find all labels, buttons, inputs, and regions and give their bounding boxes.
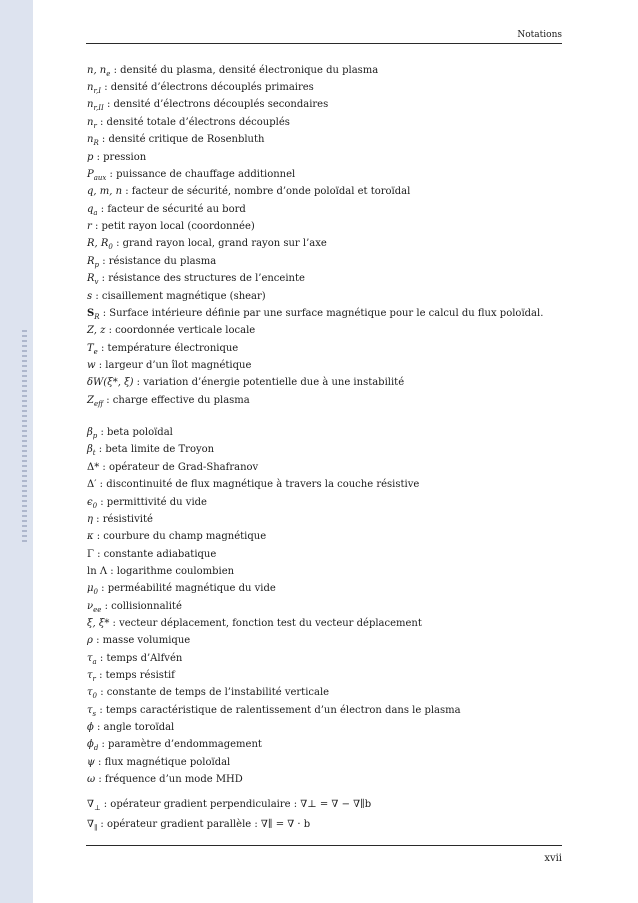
notation-subscript: ee bbox=[93, 606, 102, 614]
notation-subscript: p bbox=[92, 432, 98, 440]
notation-definition: : résistance des structures de l’enceinte bbox=[98, 273, 305, 284]
notation-subscript: eff bbox=[93, 400, 104, 408]
notation-definition: : résistance du plasma bbox=[99, 256, 217, 267]
notation-definition: : angle toroïdal bbox=[93, 722, 175, 733]
notation-subscript: r bbox=[92, 675, 96, 683]
notation-symbol: ϕ bbox=[87, 722, 94, 733]
notation-entry bbox=[87, 738, 262, 755]
notation-definition: : densité d’électrons découplés primaires bbox=[101, 82, 314, 93]
notation-symbol: β bbox=[87, 444, 93, 455]
notation-definition: : densité du plasma, densité électronique du plasma bbox=[110, 65, 379, 76]
notation-definition: : flux magnétique poloïdal bbox=[94, 757, 231, 768]
notation-symbol: τ bbox=[87, 670, 93, 681]
notation-definition: : facteur de sécurité au bord bbox=[97, 204, 246, 215]
notation-symbol: n bbox=[87, 82, 94, 93]
notation-definition: : charge effective du plasma bbox=[103, 395, 250, 406]
notation-definition: : coordonnée verticale locale bbox=[105, 325, 256, 336]
notation-symbol: δW(ξ*, ξ) bbox=[87, 377, 134, 388]
notation-symbol: ρ bbox=[87, 635, 93, 646]
notation-symbol: s bbox=[87, 291, 93, 302]
notation-definition: : Surface intérieure définie par une surface magnétique pour le calcul du flux poloïdal. bbox=[99, 308, 544, 319]
notation-symbol: μ bbox=[87, 583, 94, 594]
notation-subscript: a bbox=[92, 658, 97, 666]
notation-definition: : beta poloïdal bbox=[97, 427, 173, 438]
notation-symbol: w bbox=[87, 360, 96, 371]
notation-entry bbox=[87, 818, 310, 835]
notation-definition: : densité totale d’électrons découplés bbox=[96, 117, 290, 128]
notation-subscript: R bbox=[93, 139, 99, 147]
notation-symbol: τ bbox=[87, 705, 93, 716]
notation-entry bbox=[87, 81, 314, 98]
notation-symbol: Γ bbox=[87, 549, 94, 560]
notation-definition: : densité critique de Rosenbluth bbox=[98, 134, 265, 145]
notation-subscript: r bbox=[93, 122, 97, 130]
notation-symbol: η bbox=[87, 514, 93, 525]
notation-subscript: e bbox=[93, 348, 98, 356]
notation-symbol: Δ′ bbox=[87, 479, 97, 490]
notation-entry bbox=[87, 582, 276, 599]
notation-definition: : puissance de chauffage additionnel bbox=[106, 169, 296, 180]
notation-entry bbox=[87, 237, 327, 254]
margin-watermark-text bbox=[21, 330, 29, 545]
notation-entry bbox=[87, 798, 371, 815]
notation-symbol: Z bbox=[87, 395, 94, 406]
notation-entry bbox=[87, 307, 543, 324]
notation-entry bbox=[87, 686, 329, 703]
notation-entry bbox=[87, 461, 258, 475]
notation-definition: : fréquence d’un mode MHD bbox=[95, 774, 243, 785]
notation-definition: : température électronique bbox=[97, 343, 239, 354]
notation-subscript: ⊥ bbox=[93, 804, 101, 812]
notation-entry bbox=[87, 98, 328, 115]
notation-symbol: ν bbox=[87, 601, 94, 612]
notation-entry bbox=[87, 548, 216, 562]
notation-symbol: r bbox=[87, 221, 92, 232]
notation-symbol: P bbox=[87, 169, 94, 180]
notation-definition: : constante adiabatique bbox=[93, 549, 217, 560]
notation-definition: : densité d’électrons découplés secondaires bbox=[103, 99, 329, 110]
notation-entry bbox=[87, 133, 264, 150]
notation-symbol: n, n bbox=[87, 65, 107, 76]
notation-subscript: e bbox=[106, 70, 111, 78]
notation-subscript: v bbox=[94, 278, 99, 286]
notation-symbol: ϵ bbox=[87, 497, 93, 508]
notation-subscript: d bbox=[93, 744, 99, 752]
notation-symbol: ξ, ξ* bbox=[87, 618, 110, 629]
notation-symbol: ϕ bbox=[87, 739, 94, 750]
notation-entry bbox=[87, 220, 255, 234]
notation-symbol: S bbox=[87, 308, 95, 319]
notation-definition: : vecteur déplacement, fonction test du vecteur déplacement bbox=[109, 618, 422, 629]
notation-definition: : temps résistif bbox=[95, 670, 175, 681]
notation-subscript: p bbox=[94, 261, 100, 269]
notation-definition: : perméabilité magnétique du vide bbox=[97, 583, 276, 594]
notation-entry bbox=[87, 530, 266, 544]
notation-symbol: κ bbox=[87, 531, 94, 542]
notation-symbol: ω bbox=[87, 774, 96, 785]
notation-definition: : logarithme coulombien bbox=[107, 566, 235, 577]
notation-entry bbox=[87, 478, 419, 492]
footer-rule bbox=[86, 845, 562, 846]
notation-entry bbox=[87, 185, 410, 199]
notation-definition: : paramètre d’endommagement bbox=[98, 739, 262, 750]
notation-definition: : temps caractéristique de ralentissement d’un électron dans le plasma bbox=[96, 705, 461, 716]
notation-definition: : opérateur de Grad-Shafranov bbox=[99, 462, 259, 473]
notation-definition: : facteur de sécurité, nombre d’onde poloïdal et toroïdal bbox=[122, 186, 411, 197]
notation-symbol: ψ bbox=[87, 757, 95, 768]
notation-subscript: 0 bbox=[108, 243, 113, 251]
notation-definition: : permittivité du vide bbox=[97, 497, 207, 508]
notation-definition: : masse volumique bbox=[92, 635, 191, 646]
notation-entry bbox=[87, 565, 234, 579]
notation-entry bbox=[87, 394, 250, 411]
notation-symbol: β bbox=[87, 427, 93, 438]
notation-symbol: n bbox=[87, 117, 94, 128]
running-header: Notations bbox=[517, 30, 562, 40]
notation-definition: : largeur d’un îlot magnétique bbox=[95, 360, 252, 371]
notation-entry bbox=[87, 721, 174, 735]
notation-definition: : collisionnalité bbox=[101, 601, 182, 612]
notation-entry bbox=[87, 756, 230, 770]
notation-entry bbox=[87, 513, 153, 527]
notation-symbol: R bbox=[87, 256, 95, 267]
notation-symbol: Δ* bbox=[87, 462, 100, 473]
notation-symbol: p bbox=[87, 152, 94, 163]
notation-entry bbox=[87, 272, 305, 289]
notation-symbol: ln Λ bbox=[87, 566, 108, 577]
notation-entry bbox=[87, 496, 207, 513]
notation-entry bbox=[87, 255, 216, 272]
notation-entry bbox=[87, 704, 461, 721]
notation-entry bbox=[87, 652, 182, 669]
notation-entry bbox=[87, 600, 182, 617]
notation-subscript: ∥ bbox=[93, 824, 98, 832]
notation-definition: : résistivité bbox=[93, 514, 153, 525]
notation-definition: : discontinuité de flux magnétique à travers la couche résistive bbox=[96, 479, 420, 490]
notation-definition: : variation d’énergie potentielle due à une instabilité bbox=[133, 377, 405, 388]
header-rule bbox=[86, 43, 562, 44]
notation-entry bbox=[87, 376, 404, 390]
notation-subscript: 0 bbox=[92, 502, 98, 510]
notation-definition: : temps d’Alfvén bbox=[96, 653, 183, 664]
notation-definition: : opérateur gradient perpendiculaire : ∇⊥ = ∇ − ∇∥b bbox=[100, 799, 372, 810]
notation-entry bbox=[87, 151, 146, 165]
notation-subscript: 0 bbox=[93, 588, 98, 596]
notation-entry bbox=[87, 773, 243, 787]
notation-subscript: s bbox=[92, 710, 97, 718]
notation-symbol: Z, z bbox=[87, 325, 106, 336]
notation-definition: : grand rayon local, grand rayon sur l’axe bbox=[112, 238, 327, 249]
notation-definition: : cisaillement magnétique (shear) bbox=[92, 291, 266, 302]
notation-subscript: aux bbox=[93, 174, 107, 182]
notation-symbol: ∇ bbox=[87, 799, 94, 810]
notation-subscript: r,I bbox=[93, 87, 102, 95]
page-number: xvii bbox=[544, 853, 562, 864]
notation-symbol: n bbox=[87, 99, 94, 110]
notation-symbol: n bbox=[87, 134, 94, 145]
notation-entry bbox=[87, 168, 295, 185]
notation-entry bbox=[87, 617, 422, 631]
notation-symbol: T bbox=[87, 343, 94, 354]
notation-definition: : beta limite de Troyon bbox=[95, 444, 215, 455]
notation-entry bbox=[87, 342, 238, 359]
notation-subscript: 0 bbox=[92, 692, 98, 700]
notation-definition: : constante de temps de l’instabilité verticale bbox=[97, 687, 330, 698]
notation-symbol: ∇ bbox=[87, 819, 94, 830]
notation-entry bbox=[87, 64, 378, 81]
notation-definition: : opérateur gradient parallèle : ∇∥ = ∇ · b bbox=[97, 819, 311, 830]
notation-entry bbox=[87, 359, 251, 373]
notation-entry bbox=[87, 443, 214, 460]
notation-entry bbox=[87, 324, 255, 338]
notation-entry bbox=[87, 116, 290, 133]
notation-subscript: R bbox=[94, 313, 100, 321]
notation-subscript: r,II bbox=[93, 104, 104, 112]
notation-symbol: τ bbox=[87, 687, 93, 698]
notation-definition: : courbure du champ magnétique bbox=[93, 531, 267, 542]
notation-entry bbox=[87, 634, 190, 648]
notation-symbol: q bbox=[87, 204, 94, 215]
notation-entry bbox=[87, 203, 246, 220]
notation-symbol: q, m, n bbox=[87, 186, 123, 197]
notation-definition: : pression bbox=[93, 152, 147, 163]
notation-subscript: a bbox=[93, 209, 98, 217]
notation-entry bbox=[87, 426, 173, 443]
notation-entry bbox=[87, 290, 266, 304]
notation-definition: : petit rayon local (coordonnée) bbox=[91, 221, 255, 232]
notation-entry bbox=[87, 669, 175, 686]
notation-symbol: R bbox=[87, 273, 95, 284]
notation-symbol: τ bbox=[87, 653, 93, 664]
notation-symbol: R, R bbox=[87, 238, 109, 249]
notation-subscript: t bbox=[92, 449, 96, 457]
